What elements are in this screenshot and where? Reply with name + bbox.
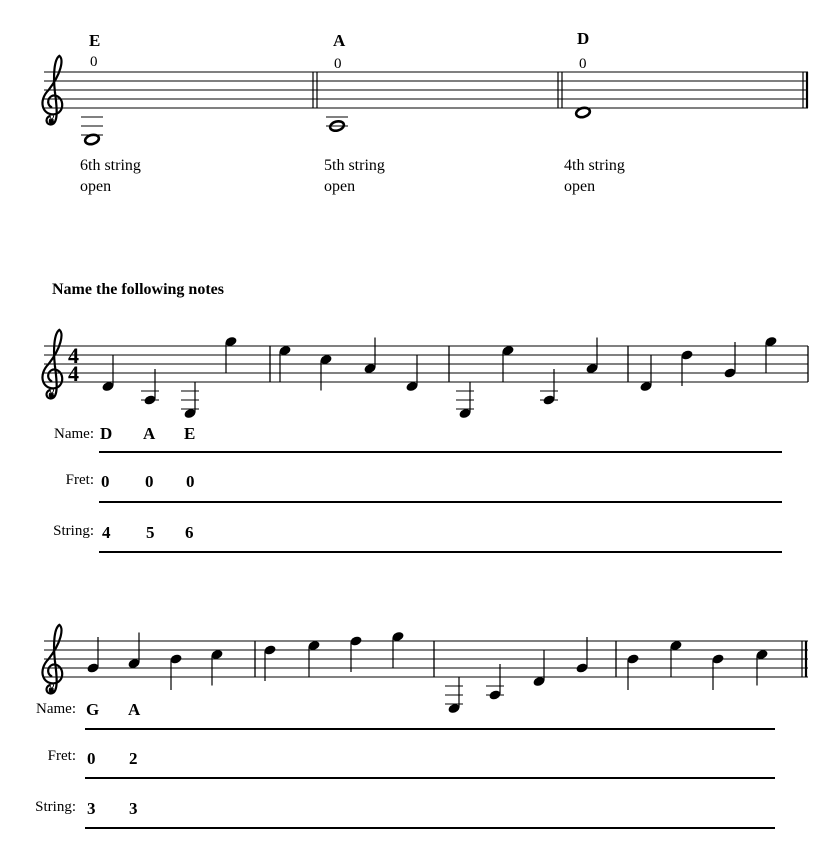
ref-fret-3: 0 — [579, 56, 587, 72]
ref-caption-2 — [324, 155, 385, 197]
s1-name-answer-1: D — [100, 424, 113, 443]
s1-fret-label: Fret: — [65, 472, 94, 488]
s1-fret-answer-1: 0 — [101, 472, 110, 491]
s2-string-label: String: — [35, 799, 76, 815]
s1-string-answer-1: 4 — [102, 523, 111, 542]
octave-8-mark: 8 — [48, 682, 55, 694]
s1-name-answer-3: E — [184, 424, 196, 443]
time-signature-top: 4 — [68, 343, 79, 368]
s2-string-answer-2: 3 — [129, 799, 138, 818]
s1-name-rule — [99, 451, 782, 453]
ref-caption-1 — [80, 155, 141, 197]
ref-note-name-2: A — [333, 31, 346, 50]
s2-name-answer-1: G — [86, 700, 100, 719]
s1-string-answer-3: 6 — [185, 523, 194, 542]
ref-caption-3-line2: open — [564, 178, 596, 195]
s1-fret-answer-3: 0 — [186, 472, 195, 491]
time-signature-bottom: 4 — [68, 361, 79, 386]
s1-name-label: Name: — [54, 426, 94, 442]
ref-caption-3 — [564, 155, 625, 197]
staves — [42, 56, 808, 694]
ref-caption-2-line1: 5th string — [324, 157, 385, 174]
s1-fret-answer-2: 0 — [145, 472, 154, 491]
notes — [81, 106, 778, 714]
ref-fret-1: 0 — [90, 54, 98, 70]
s2-fret-answer-1: 0 — [87, 749, 96, 768]
s2-name-answer-2: A — [128, 700, 141, 719]
s2-fret-answer-2: 2 — [129, 749, 138, 768]
s1-string-answer-2: 5 — [146, 523, 155, 542]
s1-string-rule — [99, 551, 782, 553]
octave-8-mark: 8 — [48, 387, 55, 399]
s1-fret-rule — [99, 501, 782, 503]
ref-fret-2: 0 — [334, 56, 342, 72]
octave-8-mark: 8 — [48, 113, 55, 125]
ref-note-name-3: D — [577, 29, 590, 48]
s1-string-label: String: — [53, 523, 94, 539]
s2-fret-rule — [85, 777, 775, 779]
s2-name-label: Name: — [36, 701, 76, 717]
ref-caption-2-line2: open — [324, 178, 356, 195]
ref-note-name-1: E — [89, 31, 101, 50]
s1-name-answer-2: A — [143, 424, 156, 443]
s2-string-rule — [85, 827, 775, 829]
s2-fret-label: Fret: — [47, 748, 76, 764]
ref-caption-3-line1: 4th string — [564, 157, 625, 174]
s2-name-rule — [85, 728, 775, 730]
s2-string-answer-1: 3 — [87, 799, 96, 818]
ref-caption-1-line2: open — [80, 178, 112, 195]
exercise-heading: Name the following notes — [52, 281, 224, 298]
ref-caption-1-line1: 6th string — [80, 157, 141, 174]
